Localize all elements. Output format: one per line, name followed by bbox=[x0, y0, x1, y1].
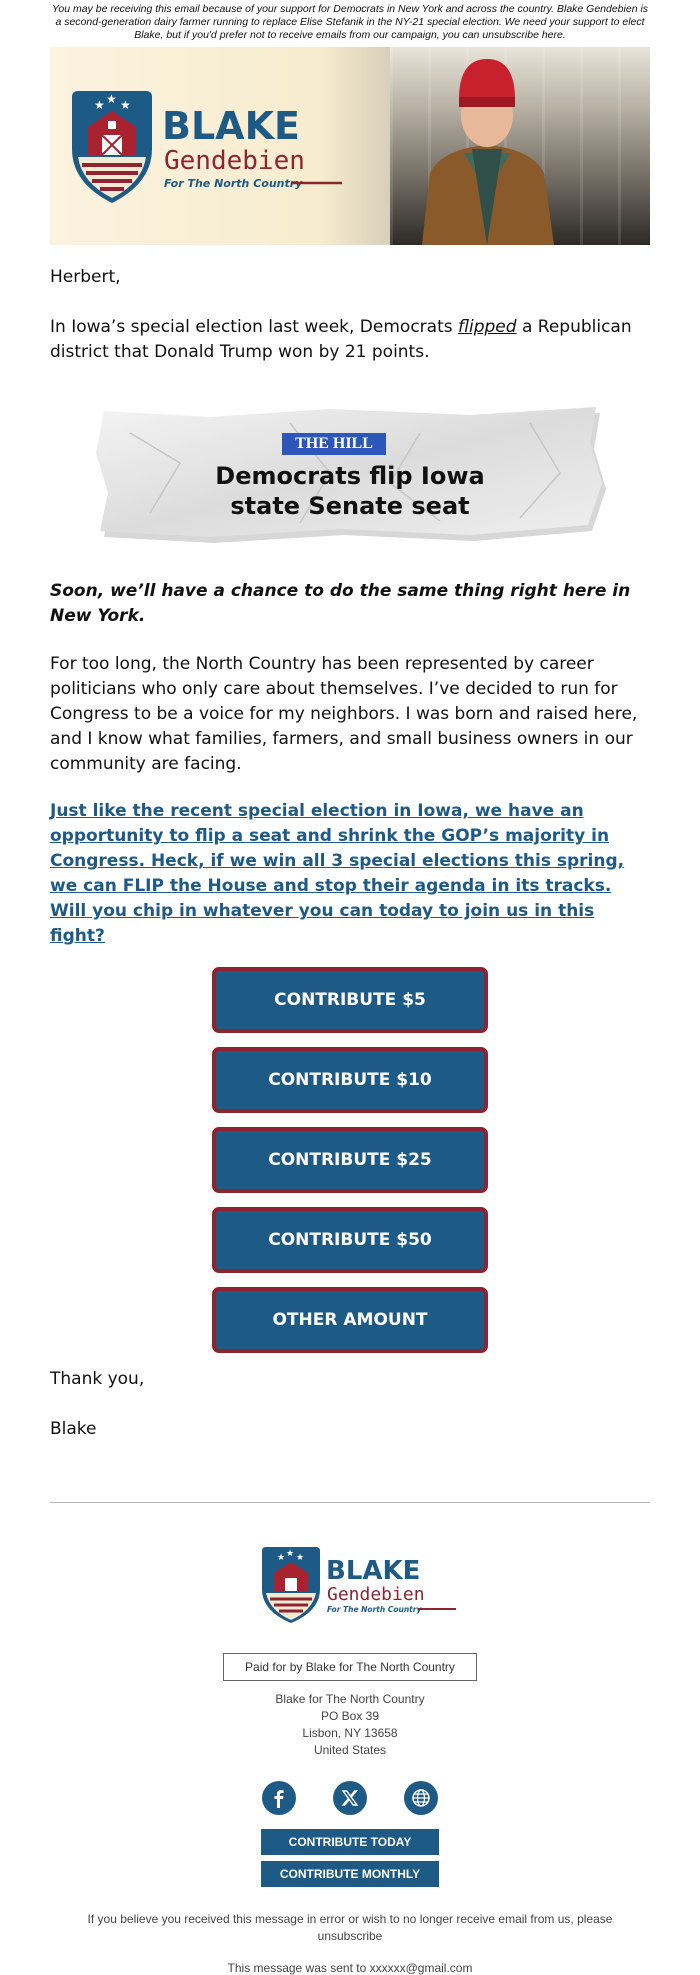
headline-line-2: state Senate seat bbox=[230, 492, 470, 520]
footer-logo bbox=[50, 1545, 650, 1625]
address-line-2: PO Box 39 bbox=[320, 1709, 380, 1723]
svg-text:★: ★ bbox=[296, 1553, 305, 1563]
contribute-25-button[interactable]: CONTRIBUTE $25 bbox=[212, 1127, 488, 1193]
greeting: Herbert, bbox=[50, 267, 121, 287]
candidate-photo bbox=[412, 53, 562, 245]
contribute-5-button[interactable]: CONTRIBUTE $5 bbox=[212, 967, 488, 1033]
address-line-4: United States bbox=[313, 1743, 387, 1757]
body-paragraph: For too long, the North Country has been represented by career politicians who only care about themselves. I’ve decided to run for Congress to be a voice for my neighbors. I was born and raised here, and I know what families, farmers, and small business owners in our community are facing. bbox=[50, 654, 638, 774]
intro-after: a Republican district that Donald Trump won by 21 points. bbox=[50, 317, 632, 362]
other-amount-button[interactable]: OTHER AMOUNT bbox=[212, 1287, 488, 1353]
address-line-3: Lisbon, NY 13658 bbox=[302, 1726, 398, 1740]
x-twitter-icon[interactable] bbox=[333, 1781, 367, 1815]
paid-for-box: Paid for by Blake for The North Country bbox=[223, 1653, 477, 1681]
sent-to-notice: This message was sent to xxxxxx@gmail.com bbox=[227, 1961, 473, 1975]
logo-first-name: BLAKE bbox=[162, 104, 300, 148]
intro-paragraph bbox=[50, 315, 650, 365]
svg-text:★: ★ bbox=[120, 98, 131, 112]
website-globe-icon[interactable] bbox=[404, 1781, 438, 1815]
donate-link-paragraph[interactable]: Just like the recent special election in Iowa, we have an opportunity to flip a seat and shrink the GOP’s majority in Congress. Heck, if we win all 3 special elections this spring, we can FLIP the House and stop their agenda in its tracks. Will you chip in whatever you can today to join us in this fight? bbox=[50, 801, 625, 946]
contribute-monthly-button[interactable]: CONTRIBUTE MONTHLY bbox=[261, 1861, 439, 1887]
footer-logo-graphic bbox=[260, 1545, 460, 1625]
facebook-icon[interactable] bbox=[262, 1781, 296, 1815]
contribute-today-button[interactable]: CONTRIBUTE TODAY bbox=[261, 1829, 439, 1855]
svg-text:★: ★ bbox=[106, 92, 117, 106]
news-clipping bbox=[90, 403, 610, 543]
hero-banner bbox=[50, 47, 650, 245]
news-outlet-label: THE HILL bbox=[295, 435, 373, 452]
contribute-10-button[interactable]: CONTRIBUTE $10 bbox=[212, 1047, 488, 1113]
svg-text:★: ★ bbox=[94, 98, 105, 112]
intro-before: In Iowa’s special election last week, Democrats bbox=[50, 317, 458, 337]
logo-last-name: Gendebien bbox=[164, 146, 305, 176]
svg-text:★: ★ bbox=[286, 1549, 295, 1559]
logo-tagline: For The North Country bbox=[164, 177, 303, 190]
emphasis-paragraph: Soon, we’ll have a chance to do the same thing right here in New York. bbox=[50, 581, 631, 626]
contribution-buttons bbox=[50, 967, 650, 1353]
mailing-address bbox=[50, 1691, 650, 1759]
contribute-50-button[interactable]: CONTRIBUTE $50 bbox=[212, 1207, 488, 1273]
preheader-text: You may be receiving this email because of your support for Democrats in New York and across the country. Blake Gendebien is a second-generation dairy farmer running to replace Elise Stefanik in the NY-21 special election. We need your support to elect Blake, but if you'd prefer not to receive emails from our campaign, you can unsubscribe here. bbox=[51, 3, 649, 41]
signature: Blake bbox=[50, 1419, 97, 1439]
footer-logo-last-name: Gendebien bbox=[327, 1584, 425, 1605]
campaign-logo bbox=[68, 87, 348, 207]
social-links bbox=[50, 1781, 650, 1815]
footer-divider bbox=[50, 1502, 650, 1503]
footer-logo-first-name: BLAKE bbox=[326, 1556, 421, 1586]
svg-text:★: ★ bbox=[277, 1553, 286, 1563]
footer-logo-tagline: For The North Country bbox=[327, 1605, 422, 1614]
unsubscribe-disclaimer: If you believe you received this message in error or wish to no longer receive email from us, please unsubscribe bbox=[87, 1912, 613, 1943]
news-headline bbox=[90, 461, 610, 521]
address-line-1: Blake for The North Country bbox=[275, 1692, 425, 1706]
flipped-emphasis: flipped bbox=[458, 317, 517, 337]
thank-you: Thank you, bbox=[50, 1369, 145, 1389]
headline-line-1: Democrats flip Iowa bbox=[215, 462, 485, 490]
